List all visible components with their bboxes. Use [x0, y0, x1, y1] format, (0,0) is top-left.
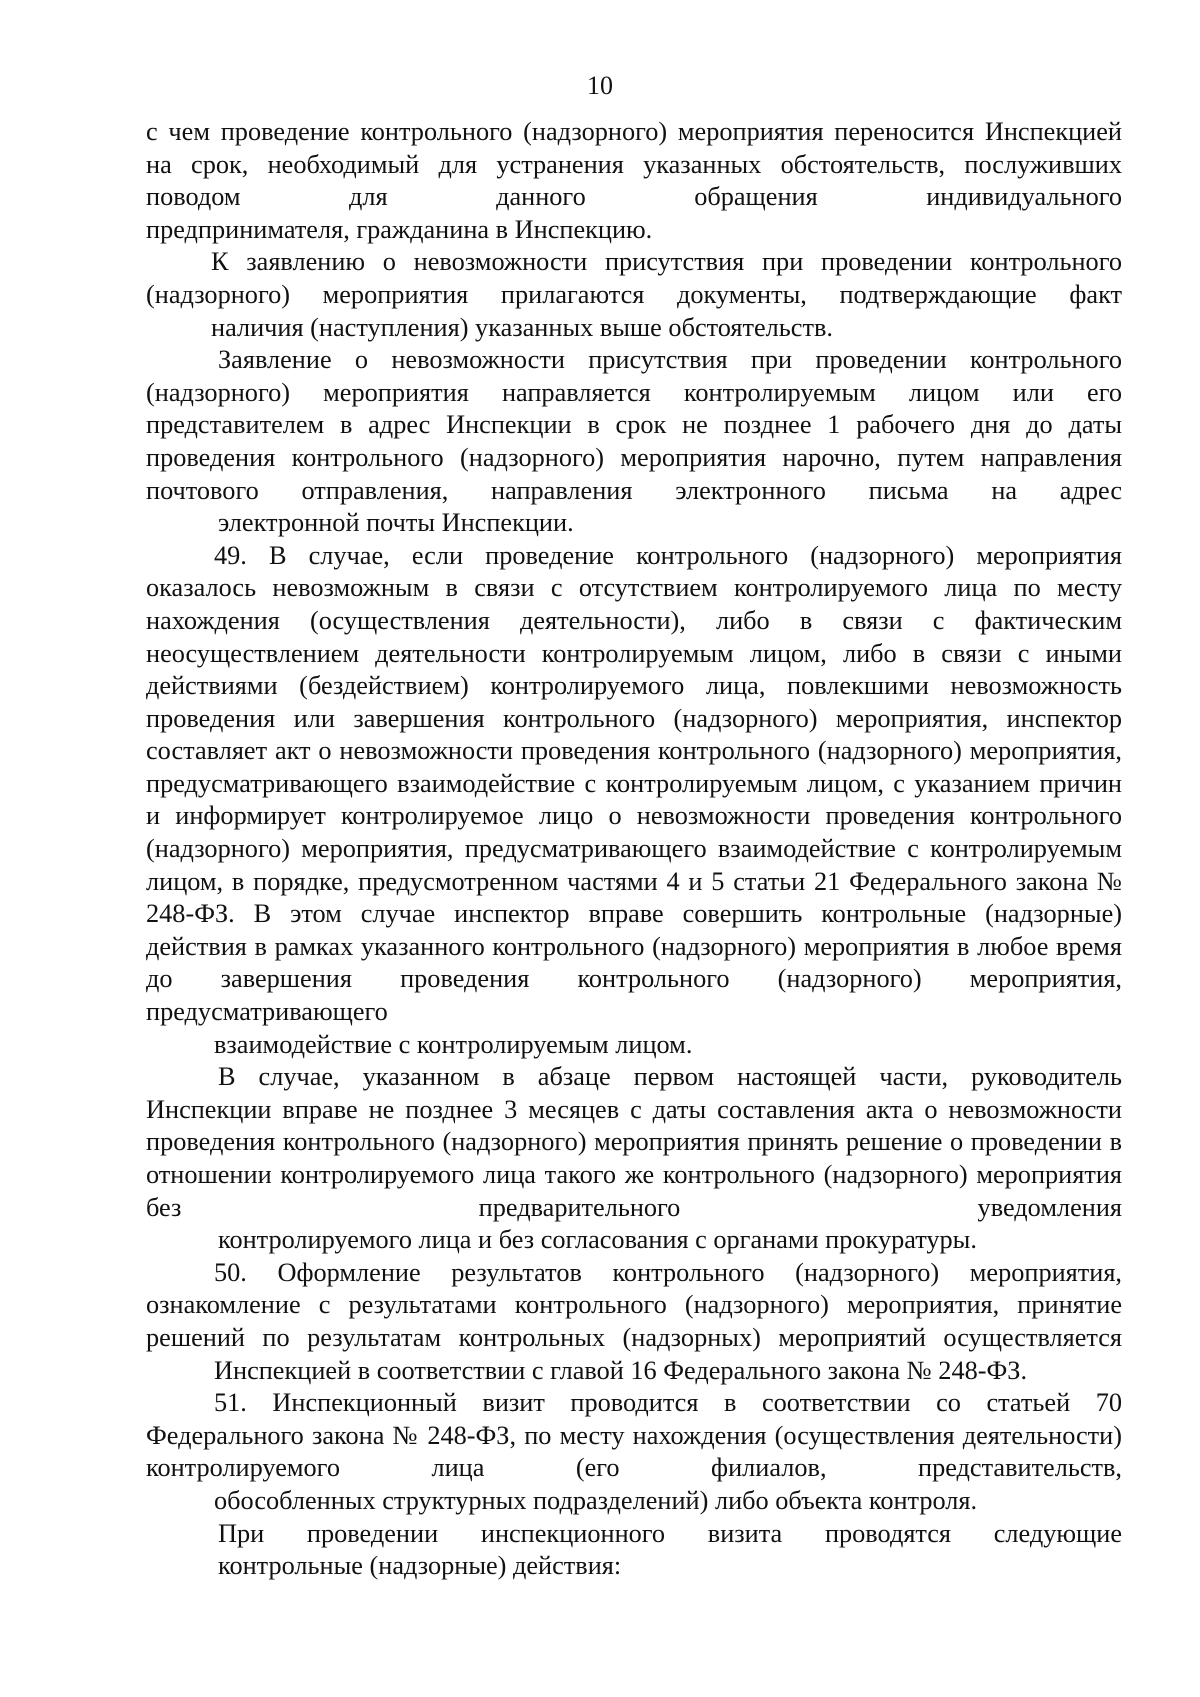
paragraph-text: При проведении инспекционного визита проводятся следующие [218, 1518, 1122, 1548]
document-body [146, 116, 1122, 1583]
paragraph-continuation [146, 116, 1122, 246]
paragraph-last-line: наличия (наступления) указанных выше обстоятельств. [211, 312, 833, 342]
paragraph-last-line: взаимодействие с контролируемым лицом. [214, 1029, 693, 1059]
paragraph-item-50 [146, 1257, 1122, 1387]
paragraph-last-line: Инспекцией в соответствии с главой 16 Федерального закона № 248-ФЗ. [214, 1355, 1028, 1385]
paragraph-last-line: электронной почты Инспекции. [218, 508, 574, 538]
paragraph-item-51 [146, 1387, 1122, 1517]
paragraph-attachments [146, 246, 1122, 344]
paragraph-text: с чем проведение контрольного (надзорного) мероприятия переносится Инспекцией на срок, необходимый для устранения указанных обстоятельств, послуживших поводом для данного обращения индивидуального [146, 117, 1122, 212]
paragraph-text: В случае, указанном в абзаце первом настоящей части, руководитель Инспекции вправе не позднее 3 месяцев с даты составления акта о невозможности проведения контрольного (надзорного) мероприятия принять решение о проведении в отношении контролируемого лица такого же контрольного (надзорного) мероприятия без предварительного уведомления [146, 1062, 1122, 1222]
paragraph-text: К заявлению о невозможности присутствия при проведении контрольного (надзорного) мероприятия прилагаются документы, подтверждающие факт [146, 247, 1122, 309]
page-number: 10 [587, 71, 613, 100]
paragraph-control-actions [146, 1518, 1122, 1583]
paragraph-item-49 [146, 540, 1122, 1062]
paragraph-text: 50. Оформление результатов контрольного (надзорного) мероприятия, ознакомление с результатами контрольного (надзорного) мероприятия, принятие решений по результатам контрольных (надзорных) мероприятий осуществляется [146, 1257, 1122, 1352]
paragraph-text: 51. Инспекционный визит проводится в соответствии со статьей 70 Федерального закона № 248-ФЗ, по месту нахождения (осуществления деятельности) контролируемого лица (его филиалов, представительств, [146, 1388, 1122, 1483]
paragraph-last-line: контрольные (надзорные) действия: [218, 1551, 622, 1581]
paragraph-last-line: предпринимателя, гражданина в Инспекцию. [146, 214, 653, 244]
paragraph-last-line: обособленных структурных подразделений) либо объекта контроля. [214, 1485, 978, 1515]
paragraph-last-line: контролируемого лица и без согласования с органами прокуратуры. [218, 1225, 977, 1255]
paragraph-text: 49. В случае, если проведение контрольного (надзорного) мероприятия оказалось невозможным в связи с отсутствием контролируемого лица по месту нахождения (осуществления деятельности), либо в связи с фактическим неосуществлением деятельности контролируемым лицом, либо в связи с иными действиями (бездействием) контролируемого лица, повлекшими невозможность проведения или завершения контрольного (надзорного) мероприятия, инспектор составляет акт о невозможности проведения контрольного (надзорного) мероприятия, предусматривающего взаимодействие с контролируемым лицом, с указанием причин и информирует контролируемое лицо о невозможности проведения контрольного (надзорного) мероприятия, предусматривающего взаимодействие с контролируемым лицом, в порядке, предусмотренном частями 4 и 5 статьи 21 Федерального закона № 248-ФЗ. В этом случае инспектор вправе совершить контрольные (надзорные) действия в рамках указанного контрольного (надзорного) мероприятия в любое время до завершения проведения контрольного (надзорного) мероприятия, предусматривающего [146, 540, 1122, 1027]
paragraph-application [146, 344, 1122, 540]
paragraph-text: Заявление о невозможности присутствия при проведении контрольного (надзорного) мероприятия направляется контролируемым лицом или его представителем в адрес Инспекции в срок не позднее 1 рабочего дня до даты проведения контрольного (надзорного) мероприятия нарочно, путем направления почтового отправления, направления электронного письма на адрес [146, 345, 1122, 505]
paragraph-head-decision [146, 1061, 1122, 1257]
